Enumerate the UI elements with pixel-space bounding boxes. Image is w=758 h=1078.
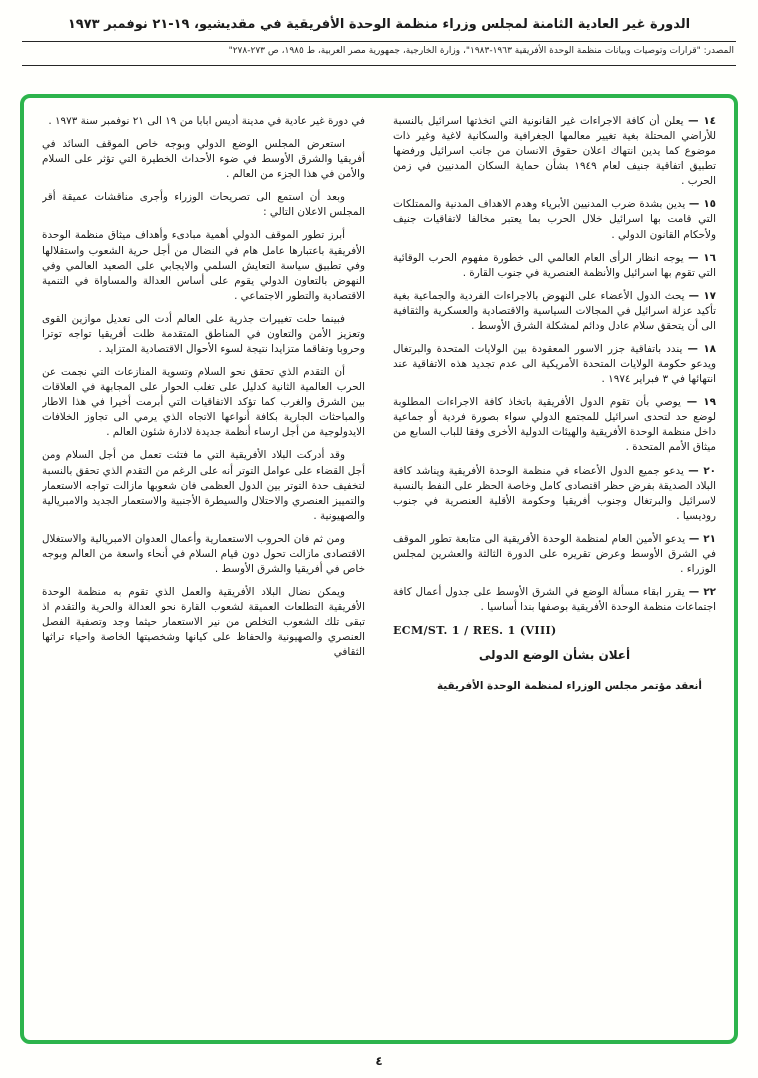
declaration-heading: أعلان بشأن الوضع الدولى [478,648,631,663]
page-header [0,0,758,66]
text-columns [42,114,716,1024]
paragraph: فبينما حلت تغييرات جذرية على العالم أدت الى تعديل موازين القوى وتعزيز الأمن والتعاون في المناطق المتقدمة ظلت أفريقيا تواجه توترا وحروبا وتفاقما متزايدا نتيجة لسوء الأحوال الاقتصادية المتزايد . [42,312,365,356]
reference-code: ECM/ST. 1 / RES. 1 (VIII) [393,624,557,638]
declaration-lead: أنعقد مؤتمر مجلس الوزراء لمنظمة الوحدة الأفريقية [436,679,702,692]
item-text: يندد باتفاقية جزر الاسور المعقودة بين الولايات المتحدة والبرتغال ويدعو حكومة الولايات المتحدة الأمريكية الى عدم تجديد هذه الاتفاقية عند انتهائها في ٣ فبراير ١٩٧٤ . [393,343,716,386]
document-title: الدورة غير العادية الثامنة لمجلس وزراء منظمة الوحدة الأفريقية في مقديشيو، ١٩-٢١ نوفمبر ١٩٧٣ [67,17,691,32]
resolution-item-15 [393,197,716,242]
paragraph: ومن ثم فان الحروب الاستعمارية وأعمال العدوان الامبريالية والاستغلال الاقتصادى مازالت تحول دون قيام السلام في أنحاء واسعة من العالم وبوجه خاص في أفريقيا والشرق الأوسط . [42,532,365,576]
paragraph: وقد أدركت البلاد الأفريقية التي ما فتئت تعمل من أجل السلام ومن أجل القضاء على عوامل التوتر أنه على الرغم من التقدم الذي تحقق بالنسبة لتخفيف حدة التوتر بين الدول العظمى فان شعوبها مازالت تواجه الاستعمار والتمييز العنصري والاحتلال والسيطرة الأجنبية والاستعمار الجديد والامبريالية والصهيونية . [42,449,365,522]
resolution-item-22 [393,585,716,615]
resolution-item-14 [393,114,716,189]
resolution-item-16 [393,251,716,281]
item-text: يدين بشدة ضرب المدنيين الأبرياء وهدم الاهداف المدنية والممتلكات التي قامت بها اسرائيل خلال الحرب بما يعتبر مخالفا لاتفاقيات جنيف ولأحكام القانون الدولي . [393,198,716,241]
paragraph: في دورة غير عادية في مدينة أديس ابابا من ١٩ الى ٢١ نوفمبر سنة ١٩٧٣ . [48,115,365,127]
item-number: ١٨ — [687,343,716,356]
item-text: يوصي بأن تقوم الدول الأفريقية باتخاذ كافة الاجراءات المطلوبة لوضع حد لتحدى اسرائيل للمجتمع الدولي سواء بصورة فردية أو جماعية داخل منظمة الوحدة الأفريقية والهيئات الدولية الأخرى وفقا للباب السابع من ميثاق الأمم المتحدة . [393,396,716,454]
resolution-item-18 [393,342,716,387]
source-line: المصدر: "قرارات وتوصيات وبيانات منظمة الوحدة الأفريقية ١٩٦٣-١٩٨٣"، وزارة الخارجية، جمهورية مصر العربية، ط ١٩٨٥، ص ٢٧٣-٢٧٨" [228,46,734,57]
item-number: ٢٢ — [688,586,716,599]
paragraph: ويمكن نضال البلاد الأفريقية والعمل الذي تقوم به منظمة الوحدة الأفريقية التطلعات العميقة لشعوب القارة نحو العدالة والحرية والتقدم اذ تبقى تلك الشعوب التخلص من نير الاستعمار حيثما وجد وتصفية الفصل العنصري والصهيونية والحفاظ على كيانها وشخصيتها الخاصة واحياء تراثها الثقافي [42,586,365,659]
item-text: يدعو جميع الدول الأعضاء في منظمة الوحدة الأفريقية ويناشد كافة البلاد الصديقة بفرض حظر اقتصادى كامل وخاصة الحظر على النفط بالنسبة لاسرائيل والبرتغال وجنوب أفريقيا وحكومة الأقلية العنصرية في جنوب روديسيا . [393,464,716,522]
item-text: يحث الدول الأعضاء على النهوض بالاجراءات الفردية والجماعية بغية تأكيد عزلة اسرائيل في المجالات السياسية والاقتصادية والعسكرية والثقافية الى أن يتحقق سلام عادل ودائم لمشكلة الشرق الأوسط . [393,289,716,332]
left-column [42,114,365,1024]
item-number: ٢٠ — [688,464,716,477]
item-number: ٢١ — [688,532,716,545]
item-text: يدعو الأمين العام لمنظمة الوحدة الأفريقية الى متابعة تطور الموقف في الشرق الأوسط وعرض تقريره على الدورة الثالثة والعشرين لمجلس الوزراء . [393,532,716,576]
item-number: ١٤ — [688,115,716,127]
item-number: ١٧ — [688,289,716,302]
item-text: يوجه انظار الرأى العام العالمي الى خطورة مفهوم الحرب الوقائية التي تقوم بها اسرائيل والأنظمة العنصرية في جنوب القارة . [393,251,716,279]
resolution-item-20 [393,464,716,524]
paragraph: استعرض المجلس الوضع الدولي وبوجه خاص الموقف السائد في أفريقيا والشرق الأوسط في ضوء الأحداث الخطيرة التي تؤثر على السلام والأمن في هذا الجزء من العالم . [42,138,365,181]
paragraph: أبرز تطور الموقف الدولي أهمية مبادىء وأهداف ميثاق منظمة الوحدة الأفريقية باعتبارها عامل هام في النضال من أجل حرية الشعوب واستقلالها وفي تطبيق سياسة التعايش السلمي والايجابي على الصعيد العالمي وفي النهوض بالتعاون الدولي يقوم على أساس العدالة والمساواة في التنمية الاقتصادية والتطور الاجتماعي . [42,229,365,302]
item-number: ١٩ — [686,396,716,409]
item-number: ١٥ — [688,198,716,211]
content-frame [20,94,738,1044]
item-number: ١٦ — [688,251,716,264]
paragraph: أن التقدم الذي تحقق نحو السلام وتسوية المنازعات التي نجمت عن الحرب العالمية الثانية كدليل على تغلب الحوار على المجابهة في العلاقات بين الشرق والغرب كما تؤكد الاتفاقيات التي أبرمت أخيرا في هذا الاطار والمباحثات الجارية بكافة أنواعها الاتجاه الذي يرمي الى تجاوز الخلافات الايدولوجية من أجل ارساء أنظمة جديدة لادارة شئون العالم . [42,366,365,439]
item-text: يعلن أن كافة الاجراءات غير القانونية التي اتخذتها اسرائيل بالنسبة للأراضي المحتلة بغية تغيير معالمها الجغرافية والسكانية لاغية وغير ذات موضوع كما يدين انتهاك اعلان حقوق الانسان من جانب اسرائيل ورفضها تطبيق اتفاقية جنيف لعام ١٩٤٩ بشأن حماية السكان المدنيين في زمن الحرب . [393,115,716,188]
resolution-item-19 [393,395,716,455]
item-text: يقرر ابقاء مسألة الوضع في الشرق الأوسط على جدول أعمال كافة اجتماعات منظمة الوحدة الأفريقية بوصفها بندا أساسيا . [393,586,716,614]
right-column [393,114,716,1024]
paragraph: وبعد أن استمع الى تصريحات الوزراء وأجرى مناقشات عميقة أقر المجلس الاعلان التالي : [42,191,365,219]
resolution-item-17 [393,289,716,334]
header-rule-bottom [22,65,736,66]
resolution-item-21 [393,532,716,577]
page-number: ٤ [375,1054,383,1068]
